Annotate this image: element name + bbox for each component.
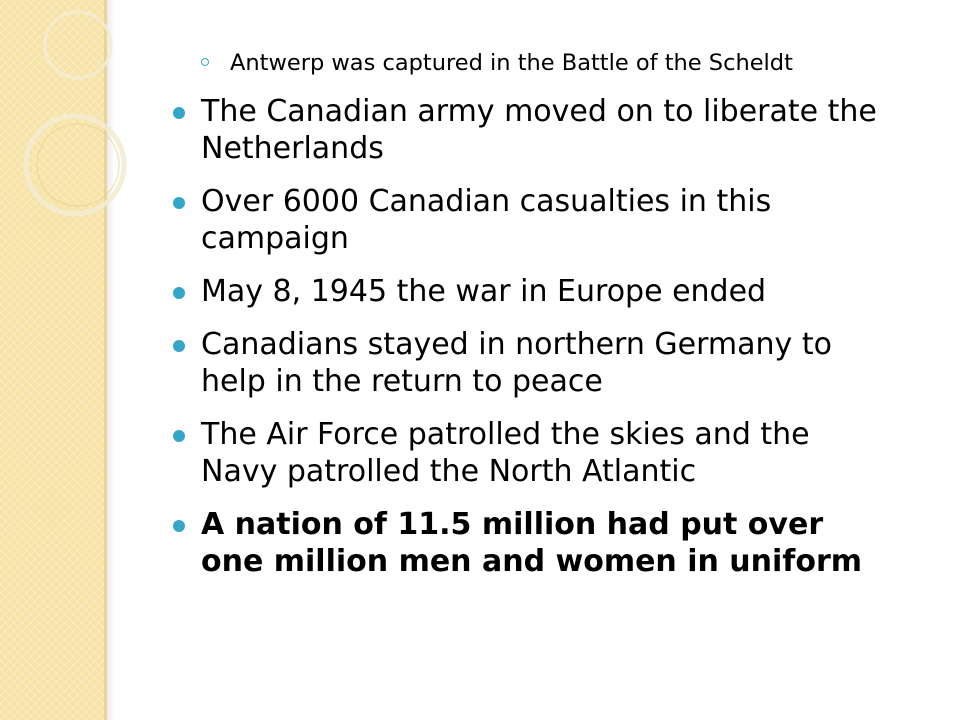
bullet-item: [172, 416, 892, 490]
bullet-icon: [173, 340, 185, 352]
bullet-text: May 8, 1945 the war in Europe ended: [201, 274, 767, 309]
bullet-icon: [173, 287, 185, 299]
bullet-text: Canadians stayed in northern Germany to help in the return to peace: [201, 327, 832, 399]
bullet-item-emphasis: [172, 506, 892, 580]
bullet-item: [172, 273, 892, 310]
sub-bullet-item: [199, 48, 892, 78]
slide-content: [172, 48, 892, 596]
bullet-icon: [173, 430, 185, 442]
hollow-bullet-icon: [201, 58, 209, 66]
bullet-text: Over 6000 Canadian casualties in this campaign: [201, 184, 772, 256]
decorative-rings-icon: [0, 0, 130, 260]
bullet-item: [172, 93, 892, 167]
bullet-text: The Air Force patrolled the skies and the Navy patrolled the North Atlantic: [201, 417, 810, 489]
bullet-text: A nation of 11.5 million had put over one million men and women in uniform: [201, 507, 863, 579]
bullet-text: The Canadian army moved on to liberate the Netherlands: [201, 94, 877, 166]
bullet-item: [172, 326, 892, 400]
bullet-icon: [173, 107, 185, 119]
bullet-icon: [173, 197, 185, 209]
bullet-text: Antwerp was captured in the Battle of the Scheldt: [230, 50, 793, 76]
bullet-icon: [173, 520, 185, 532]
bullet-item: [172, 183, 892, 257]
